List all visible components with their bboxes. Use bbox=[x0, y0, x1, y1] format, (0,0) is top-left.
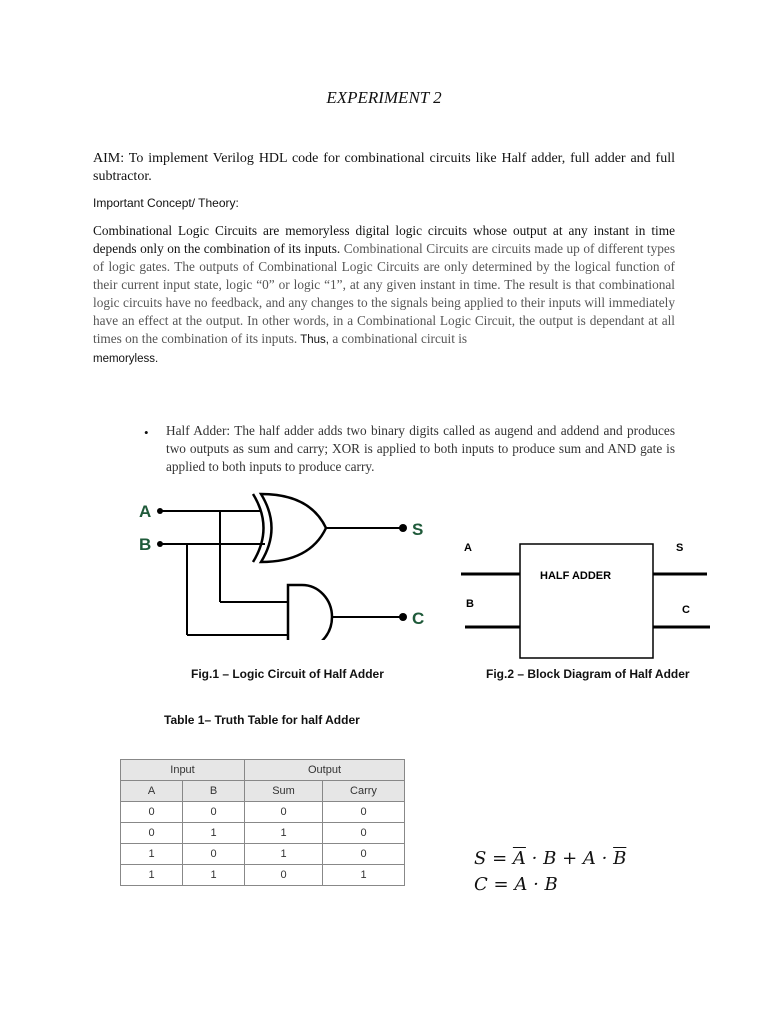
group-header-input: Input bbox=[121, 760, 245, 781]
logic-circuit-diagram bbox=[130, 485, 440, 640]
eq-sum-a: A bbox=[582, 848, 596, 869]
output-s-node bbox=[399, 524, 407, 532]
table-cell: 1 bbox=[121, 865, 183, 886]
eq-sum-lhs: S bbox=[474, 848, 487, 869]
eq-sum-dot2: · bbox=[601, 848, 608, 869]
eq-carry-lhs: C bbox=[474, 874, 488, 895]
table-cell: 0 bbox=[121, 823, 183, 844]
col-header-a: A bbox=[121, 781, 183, 802]
table-cell: 1 bbox=[183, 823, 245, 844]
fig2-caption: Fig.2 – Block Diagram of Half Adder bbox=[486, 667, 690, 681]
table-group-header-row bbox=[121, 760, 405, 781]
table-cell: 1 bbox=[323, 865, 405, 886]
table-cell: 0 bbox=[183, 802, 245, 823]
table-caption: Table 1– Truth Table for half Adder bbox=[164, 713, 360, 727]
eq-sum-abar: $\overline{A}$ bbox=[512, 848, 526, 869]
table-column-header-row bbox=[121, 781, 405, 802]
theory-paragraph bbox=[93, 222, 675, 368]
block-label-b: B bbox=[466, 598, 474, 610]
eq-carry-dot: · bbox=[533, 874, 539, 895]
truth-table bbox=[120, 759, 405, 886]
table-row bbox=[121, 865, 405, 886]
input-a-node bbox=[157, 508, 163, 514]
half-adder-box bbox=[520, 544, 653, 658]
table-cell: 1 bbox=[245, 844, 323, 865]
block-label-c: C bbox=[682, 604, 690, 616]
table-cell: 1 bbox=[121, 844, 183, 865]
xor-input-arc bbox=[253, 494, 264, 562]
group-header-output: Output bbox=[245, 760, 405, 781]
theory-part-5: memoryless. bbox=[93, 353, 159, 365]
eq-carry-equals: = bbox=[493, 874, 509, 895]
table-row bbox=[121, 802, 405, 823]
boolean-equations bbox=[474, 846, 626, 898]
carry-equation bbox=[474, 872, 626, 898]
input-b-node bbox=[157, 541, 163, 547]
theory-part-1: Combinational Logic Circuits are memoryless digital logic circuits whose output at any instant in time depends only on the combination of its inputs. bbox=[93, 223, 675, 256]
eq-sum-dot1: · bbox=[531, 848, 538, 869]
label-b: B bbox=[139, 535, 152, 554]
bullet-icon: • bbox=[144, 425, 149, 440]
block-label-a: A bbox=[464, 542, 472, 554]
theory-part-2: Combinational Circuits are circuits made up of different types of logic gates. The outputs of Combinational Logic Circuits are only determined by the logical function of their current input state, logic “0” or logic “1”, at any given instant in time. The result is that combinational logic circuits have no feedback, and any changes to the signals being applied to their inputs will immediately have an effect at the output. In other words, in a Combinational Logic Circuit, the output is dependant at all times on the combination of its inputs. bbox=[93, 241, 676, 346]
output-c-node bbox=[399, 613, 407, 621]
label-a: A bbox=[139, 502, 152, 521]
table-cell: 0 bbox=[245, 802, 323, 823]
theory-part-4: a combinational circuit is bbox=[329, 331, 468, 346]
and-gate bbox=[288, 585, 332, 640]
table-cell: 0 bbox=[323, 844, 405, 865]
fig1-caption: Fig.1 – Logic Circuit of Half Adder bbox=[191, 667, 384, 681]
block-label-s: S bbox=[676, 542, 684, 554]
sum-equation bbox=[474, 846, 626, 872]
theory-part-3: Thus, bbox=[297, 334, 329, 346]
page-title: EXPERIMENT 2 bbox=[326, 88, 442, 107]
col-header-carry: Carry bbox=[323, 781, 405, 802]
col-header-b: B bbox=[183, 781, 245, 802]
table-cell: 1 bbox=[245, 823, 323, 844]
eq-sum-bbar: $\overline{B}$ bbox=[613, 848, 627, 869]
table-cell: 1 bbox=[183, 865, 245, 886]
label-c: C bbox=[412, 609, 425, 628]
table-cell: 0 bbox=[323, 823, 405, 844]
label-s: S bbox=[412, 520, 424, 539]
eq-sum-plus: + bbox=[562, 848, 578, 869]
table-cell: 0 bbox=[245, 865, 323, 886]
eq-sum-b: B bbox=[543, 848, 557, 869]
table-row bbox=[121, 823, 405, 844]
aim-paragraph: AIM: To implement Verilog HDL code for combinational circuits like Half adder, full adder and full subtractor. bbox=[93, 151, 675, 184]
eq-carry-b: B bbox=[544, 874, 558, 895]
concept-heading: Important Concept/ Theory: bbox=[93, 196, 239, 210]
half-adder-description: Half Adder: The half adder adds two binary digits called as augend and addend and produces two outputs as sum and carry; XOR is applied to both inputs to produce sum and AND gate is applied to both inputs to produce carry. bbox=[166, 423, 675, 474]
eq-carry-a: A bbox=[514, 874, 528, 895]
box-label: HALF ADDER bbox=[540, 570, 612, 582]
table-row bbox=[121, 844, 405, 865]
table-cell: 0 bbox=[183, 844, 245, 865]
block-diagram bbox=[455, 535, 715, 660]
xor-gate bbox=[261, 494, 326, 562]
col-header-sum: Sum bbox=[245, 781, 323, 802]
eq-sum-equals: = bbox=[492, 848, 508, 869]
table-cell: 0 bbox=[121, 802, 183, 823]
table-cell: 0 bbox=[323, 802, 405, 823]
